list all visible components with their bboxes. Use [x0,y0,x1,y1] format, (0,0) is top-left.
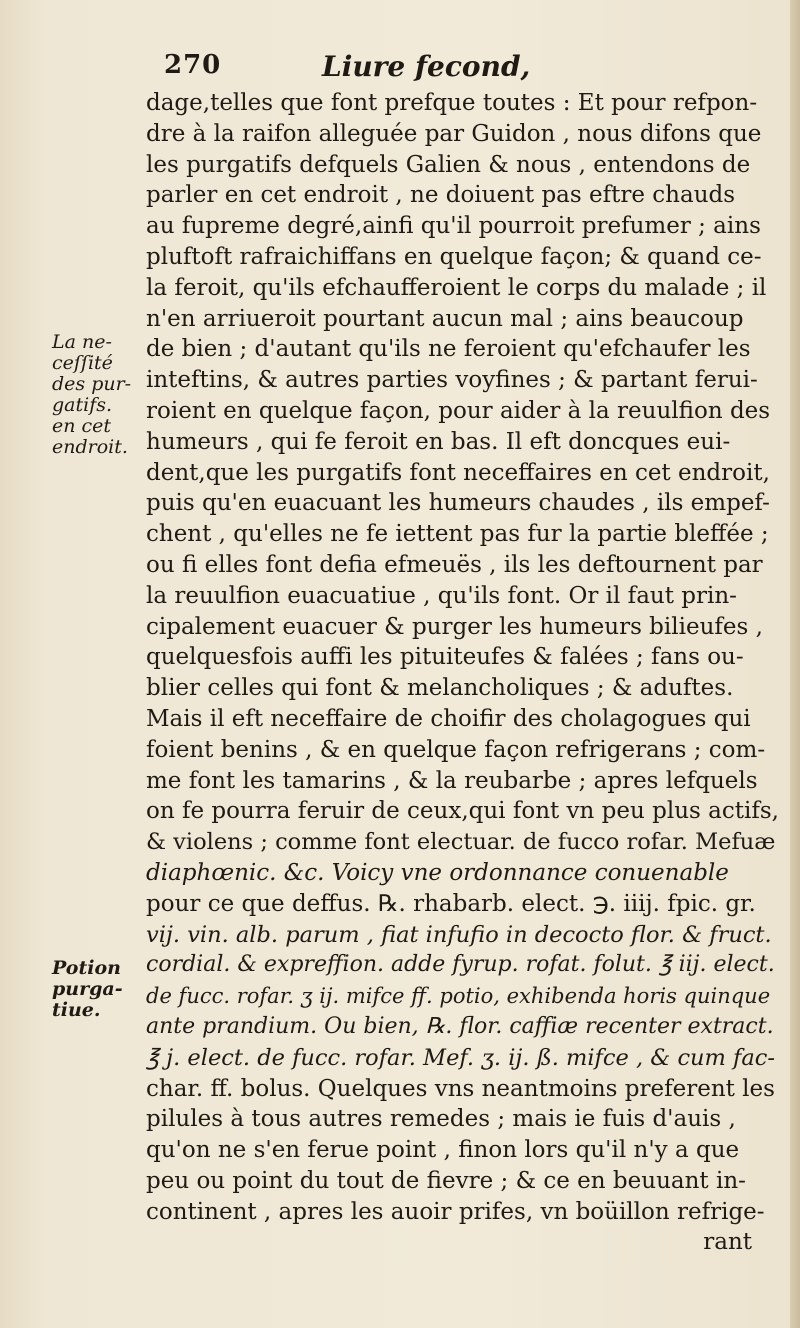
text-line: blier celles qui font & melancholiques ; & aduftes. [146,675,734,702]
text-line: chent , qu'elles ne fe iettent pas fur la partie bleffée ; [146,521,769,548]
margin-note-line: ceſſité [52,352,113,374]
text-line: diaphœnic. &c. Voicy vne ordonnance conuenable [146,859,729,886]
text-line: qu'on ne s'en ferue point , finon lors qu'il n'y a que [146,1137,740,1164]
text-line: foient benins , & en quelque façon refrigerans ; com- [146,736,766,763]
catchword: rant [703,1229,752,1256]
margin-note-potion [52,958,144,1021]
margin-note-line: tiue. [52,999,101,1021]
page-edge [790,0,800,1328]
text-line: dent,que les purgatifs font neceffaires en cet endroit, [146,459,770,486]
text-line: dre à la raifon alleguée par Guidon , nous difons que [146,120,762,147]
text-line: ante prandium. Ou bien, ℞. flor. caffiæ recenter extract. [146,1013,774,1039]
margin-note-line: La ne- [52,331,112,353]
text-line: de fucc. rofar. ʒ ij. mifce ff. potio, exhibenda horis quinque [146,984,771,1009]
text-line: Mais il eft neceffaire de choifir des cholagogues qui [146,705,751,732]
margin-note-line: en cet [52,415,112,437]
text-line: dage,telles que font prefque toutes : Et pour refpon- [146,90,758,116]
margin-note-line: endroit. [52,436,128,458]
text-line: cordial. & expreffion. adde fyrup. rofat. folut. ℥ iij. elect. [146,952,775,978]
text-line: humeurs , qui fe feroit en bas. Il eft doncques eui- [146,428,731,455]
text-line: cipalement euacuer & purger les humeurs bilieufes , [146,613,763,640]
text-line: pour ce que deffus. ℞. rhabarb. elect. ℈. iiij. fpic. gr. [146,890,756,917]
text-line: parler en cet endroit , ne doiuent pas eftre chauds [146,182,736,209]
running-head: Liure fecond, [322,50,531,83]
margin-note-line: Potion [52,957,121,979]
text-line: me font les tamarins , & la reubarbe ; apres lefquels [146,767,758,794]
text-line: quelquesfois auffi les pituiteufes & falées ; fans ou- [146,644,744,671]
text-line: & violens ; comme font electuar. de fucco rofar. Mefuæ [146,829,776,856]
text-line: les purgatifs defquels Galien & nous , entendons de [146,151,751,178]
text-line: n'en arriueroit pourtant aucun mal ; ains beaucoup [146,305,744,332]
page-header [0,50,800,90]
text-line: la feroit, qu'ils efchaufferoient le corps du malade ; il [146,274,767,301]
text-line: roient en quelque façon, pour aider à la reuulfion des [146,397,771,424]
text-line: inteftins, & autres parties voyfines ; & partant ferui- [146,367,758,394]
text-line: pilules à tous autres remedes ; mais ie fuis d'auis , [146,1106,736,1133]
text-line: pluftoft rafraichiffans en quelque façon; & quand ce- [146,243,762,270]
text-line: char. ff. bolus. Quelques vns neantmoins preferent les [146,1075,775,1102]
margin-note-line: gatifs. [52,394,113,416]
text-line: la reuulfion euacuatiue , qu'ils font. Or il faut prin- [146,582,737,609]
margin-note-necessite [52,332,144,458]
text-line: puis qu'en euacuant les humeurs chaudes , ils empef- [146,490,770,517]
text-line: continent , apres les auoir prifes, vn boüillon refrige- [146,1198,765,1225]
text-line: vij. vin. alb. parum , fiat infufio in decocto flor. & fruct. [146,921,772,948]
text-line: ℥ j. elect. de fucc. rofar. Mef. ʒ. ij. ß. mifce , & cum fac- [146,1044,775,1071]
margin-note-line: des pur- [52,373,132,395]
margin-note-line: purga- [52,978,123,1000]
text-line: de bien ; d'autant qu'ils ne feroient qu'efchaufer les [146,336,751,363]
body-text [146,88,782,1258]
text-line: au fupreme degré,ainfi qu'il pourroit prefumer ; ains [146,213,761,240]
text-line: ou fi elles font defia efmeuës , ils les deftournent par [146,551,763,578]
page-number: 270 [164,50,222,80]
text-line: on fe pourra feruir de ceux,qui font vn peu plus actifs, [146,798,779,825]
text-line: peu ou point du tout de fievre ; & ce en beuuant in- [146,1167,746,1194]
